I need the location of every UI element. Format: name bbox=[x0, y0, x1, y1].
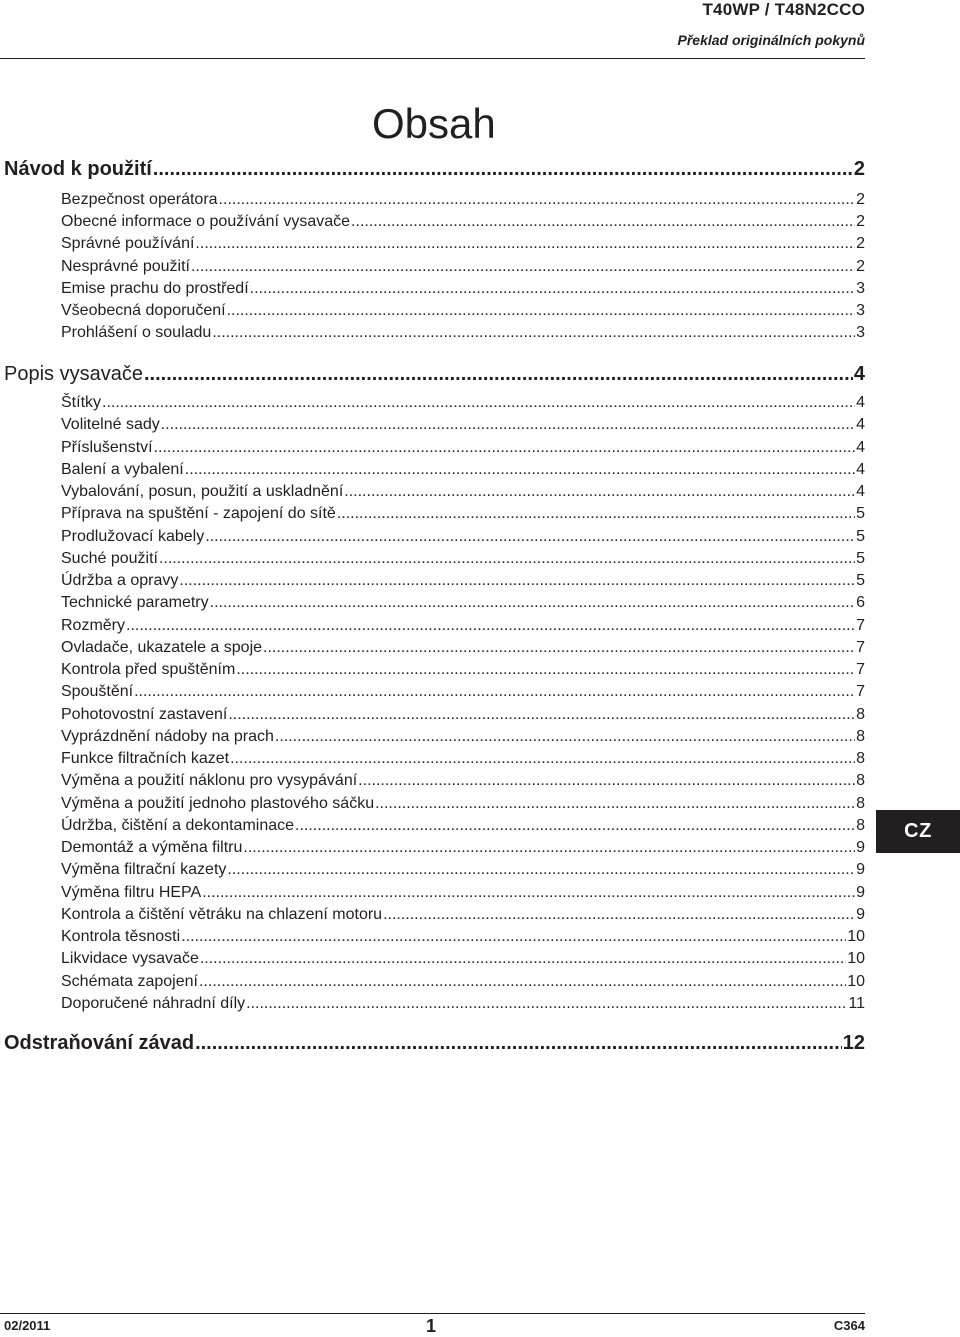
toc-entry-label: Nesprávné použití bbox=[61, 257, 190, 275]
toc-entry-page: 5 bbox=[856, 527, 865, 545]
toc-leader-dots bbox=[250, 280, 855, 298]
toc-leader-dots bbox=[159, 550, 855, 568]
toc-entry-page: 4 bbox=[856, 483, 865, 500]
toc-entry-page: 10 bbox=[847, 950, 865, 968]
toc-entry-label: Kontrola těsnosti bbox=[61, 928, 181, 945]
toc-entry-label: Příslušenství bbox=[61, 438, 153, 456]
toc-leader-dots bbox=[358, 772, 855, 790]
toc-leader-dots bbox=[153, 158, 853, 181]
toc-leader-dots bbox=[375, 795, 855, 813]
toc-entry-page: 4 bbox=[856, 416, 865, 434]
toc-leader-dots bbox=[200, 950, 846, 968]
toc-entry-label: Všeobecná doporučení bbox=[61, 302, 226, 319]
toc-entry-page: 2 bbox=[856, 235, 865, 253]
toc-leader-dots bbox=[185, 461, 855, 479]
toc-entry[interactable] bbox=[61, 461, 865, 479]
toc-leader-dots bbox=[243, 839, 855, 857]
toc-entry-page: 5 bbox=[856, 572, 865, 589]
toc-entry-page: 11 bbox=[848, 994, 865, 1012]
toc-leader-dots bbox=[195, 235, 855, 253]
toc-leader-dots bbox=[219, 191, 856, 209]
toc-leader-dots bbox=[210, 594, 855, 612]
language-tab: CZ bbox=[876, 810, 960, 853]
toc-entry[interactable] bbox=[61, 950, 865, 968]
toc-entry-label: Správné používání bbox=[61, 235, 195, 253]
toc-leader-dots bbox=[344, 483, 855, 501]
toc-entry-label: Výměna filtru HEPA bbox=[61, 883, 202, 901]
toc-entry-page: 3 bbox=[856, 324, 865, 342]
toc-entry-label: Doporučené náhradní díly bbox=[61, 994, 246, 1012]
toc-entry[interactable] bbox=[61, 213, 865, 231]
toc-leader-dots bbox=[383, 906, 855, 924]
toc-leader-dots bbox=[134, 683, 855, 701]
toc-entry-label: Kontrola a čištění větráku na chlazení motoru bbox=[61, 905, 383, 923]
toc-entry-page: 8 bbox=[856, 727, 865, 745]
toc-entry[interactable] bbox=[61, 505, 865, 523]
toc-entry[interactable] bbox=[61, 906, 865, 924]
toc-section[interactable] bbox=[4, 363, 865, 386]
toc-entry-label: Údržba, čištění a dekontaminace bbox=[61, 816, 295, 834]
toc-entry-page: 8 bbox=[856, 794, 865, 812]
toc-entry[interactable] bbox=[61, 594, 865, 612]
document-model: T40WP / T48N2CCO bbox=[702, 0, 865, 19]
toc-leader-dots bbox=[228, 706, 855, 724]
toc-entry-page: 5 bbox=[856, 549, 865, 567]
toc-entry-label: Údržba a opravy bbox=[61, 572, 179, 589]
toc-leader-dots bbox=[144, 363, 853, 386]
toc-entry[interactable] bbox=[61, 191, 865, 209]
toc-leader-dots bbox=[126, 617, 855, 635]
toc-entry-page: 7 bbox=[856, 638, 865, 656]
header-divider bbox=[0, 58, 865, 59]
toc-entry-label: Návod k použití bbox=[4, 158, 152, 180]
toc-entry-page: 3 bbox=[856, 302, 865, 319]
toc-section[interactable] bbox=[4, 158, 865, 181]
toc-entry[interactable] bbox=[61, 772, 865, 790]
toc-entry-page: 2 bbox=[856, 191, 865, 208]
toc-entry[interactable] bbox=[61, 528, 865, 546]
toc-entry-label: Prodlužovací kabely bbox=[61, 527, 205, 545]
toc-entry[interactable] bbox=[61, 572, 865, 590]
toc-leader-dots bbox=[205, 528, 855, 546]
toc-entry[interactable] bbox=[61, 817, 865, 835]
toc-entry[interactable] bbox=[61, 884, 865, 902]
toc-entry-page: 12 bbox=[842, 1032, 865, 1054]
toc-leader-dots bbox=[227, 861, 855, 879]
toc-entry[interactable] bbox=[61, 683, 865, 701]
toc-entry[interactable] bbox=[61, 394, 865, 412]
toc-entry[interactable] bbox=[61, 439, 865, 457]
document-subtitle: Překlad originálních pokynů bbox=[677, 32, 865, 48]
toc-entry[interactable] bbox=[61, 302, 865, 320]
toc-entry-page: 2 bbox=[853, 158, 865, 180]
toc-entry-page: 8 bbox=[856, 772, 865, 790]
toc-leader-dots bbox=[246, 995, 847, 1013]
toc-entry-label: Balení a vybalení bbox=[61, 460, 184, 478]
toc-entry-label: Štítky bbox=[61, 394, 102, 411]
toc-entry-label: Schémata zapojení bbox=[61, 972, 198, 990]
toc-entry-page: 8 bbox=[856, 705, 865, 723]
toc-entry-label: Příprava na spuštění - zapojení do sítě bbox=[61, 505, 336, 523]
toc-leader-dots bbox=[230, 750, 855, 768]
toc-entry[interactable] bbox=[61, 258, 865, 276]
toc-entry-label: Kontrola před spuštěním bbox=[61, 661, 236, 678]
toc-entry-page: 2 bbox=[856, 213, 865, 231]
toc-entry[interactable] bbox=[61, 973, 865, 991]
toc-entry-label: Obecné informace o používání vysavače bbox=[61, 213, 351, 231]
toc-entry[interactable] bbox=[61, 416, 865, 434]
toc-entry-label: Rozměry bbox=[61, 616, 126, 634]
toc-entry-page: 9 bbox=[856, 883, 865, 901]
toc-leader-dots bbox=[212, 324, 855, 342]
footer-code: C364 bbox=[833, 1318, 865, 1333]
toc-entry-page: 9 bbox=[856, 861, 865, 879]
toc-entry[interactable] bbox=[61, 706, 865, 724]
toc-entry[interactable] bbox=[61, 639, 865, 657]
toc-leader-dots bbox=[161, 416, 855, 434]
toc-entry-page: 10 bbox=[847, 972, 865, 990]
toc-entry[interactable] bbox=[61, 550, 865, 568]
toc-leader-dots bbox=[195, 1032, 842, 1055]
toc-entry-page: 10 bbox=[847, 928, 865, 945]
toc-entry-label: Pohotovostní zastavení bbox=[61, 705, 228, 723]
toc-leader-dots bbox=[295, 817, 855, 835]
toc-entry-page: 7 bbox=[856, 683, 865, 701]
toc-entry-label: Suché použití bbox=[61, 549, 158, 567]
toc-entry[interactable] bbox=[61, 324, 865, 342]
toc-entry-page: 3 bbox=[856, 279, 865, 297]
toc-entry-label: Výměna a použití náklonu pro vysypávání bbox=[61, 772, 358, 790]
page-title: Obsah bbox=[372, 100, 496, 147]
toc-entry-label: Technické parametry bbox=[61, 594, 209, 612]
toc-entry-label: Výměna a použití jednoho plastového sáčku bbox=[61, 794, 375, 812]
toc-entry-label: Vybalování, posun, použití a uskladnění bbox=[61, 483, 344, 500]
toc-leader-dots bbox=[202, 884, 855, 902]
toc-entry[interactable] bbox=[61, 235, 865, 253]
toc-leader-dots bbox=[275, 728, 855, 746]
toc-leader-dots bbox=[351, 213, 855, 231]
toc-leader-dots bbox=[227, 302, 856, 320]
toc-leader-dots bbox=[199, 973, 846, 991]
toc-leader-dots bbox=[337, 505, 855, 523]
toc-entry[interactable] bbox=[61, 861, 865, 879]
toc-entry-label: Spouštění bbox=[61, 683, 134, 701]
toc-entry-page: 4 bbox=[856, 394, 865, 411]
toc-leader-dots bbox=[102, 394, 855, 412]
toc-leader-dots bbox=[154, 439, 856, 457]
toc-entry-label: Vyprázdnění nádoby na prach bbox=[61, 727, 274, 745]
toc-entry[interactable] bbox=[61, 483, 865, 501]
toc-entry-page: 8 bbox=[856, 816, 865, 834]
toc-entry[interactable] bbox=[61, 839, 865, 857]
toc-entry-page: 2 bbox=[856, 257, 865, 275]
toc-leader-dots bbox=[181, 928, 846, 946]
toc-entry-page: 7 bbox=[856, 661, 865, 678]
toc-entry-page: 4 bbox=[853, 363, 865, 385]
toc-entry-label: Prohlášení o souladu bbox=[61, 324, 212, 342]
toc-entry[interactable] bbox=[61, 795, 865, 813]
footer-divider bbox=[0, 1313, 865, 1314]
toc-entry[interactable] bbox=[61, 661, 865, 679]
toc-section[interactable] bbox=[4, 1032, 865, 1055]
toc-entry-page: 7 bbox=[856, 616, 865, 634]
toc-entry-label: Výměna filtrační kazety bbox=[61, 861, 227, 879]
toc-entry-label: Volitelné sady bbox=[61, 416, 160, 434]
toc-entry-page: 8 bbox=[856, 750, 865, 767]
toc-entry-page: 9 bbox=[856, 905, 865, 923]
toc-entry-label: Demontáž a výměna filtru bbox=[61, 839, 243, 856]
footer-page-number: 1 bbox=[426, 1316, 437, 1336]
toc-entry-label: Emise prachu do prostředí bbox=[61, 279, 249, 297]
toc-entry-label: Popis vysavače bbox=[4, 363, 143, 385]
toc-entry-label: Bezpečnost operátora bbox=[61, 191, 218, 208]
toc-entry-label: Funkce filtračních kazet bbox=[61, 750, 230, 767]
toc-entry-page: 4 bbox=[856, 460, 865, 478]
footer-date: 02/2011 bbox=[4, 1318, 51, 1333]
toc-leader-dots bbox=[191, 258, 855, 276]
toc-entry[interactable] bbox=[61, 995, 865, 1013]
toc-entry-page: 6 bbox=[856, 594, 865, 612]
toc-leader-dots bbox=[263, 639, 855, 657]
toc-entry[interactable] bbox=[61, 728, 865, 746]
toc-entry-page: 5 bbox=[856, 505, 865, 523]
toc-entry-label: Ovladače, ukazatele a spoje bbox=[61, 638, 263, 656]
toc-entry[interactable] bbox=[61, 750, 865, 768]
toc-entry[interactable] bbox=[61, 928, 865, 946]
toc-entry-page: 4 bbox=[856, 438, 865, 456]
toc-leader-dots bbox=[179, 572, 855, 590]
toc-leader-dots bbox=[236, 661, 855, 679]
toc-entry[interactable] bbox=[61, 280, 865, 298]
toc-entry[interactable] bbox=[61, 617, 865, 635]
toc-entry-page: 9 bbox=[856, 839, 865, 856]
toc-entry-label: Odstraňování závad bbox=[4, 1032, 195, 1054]
toc-entry-label: Likvidace vysavače bbox=[61, 950, 199, 968]
